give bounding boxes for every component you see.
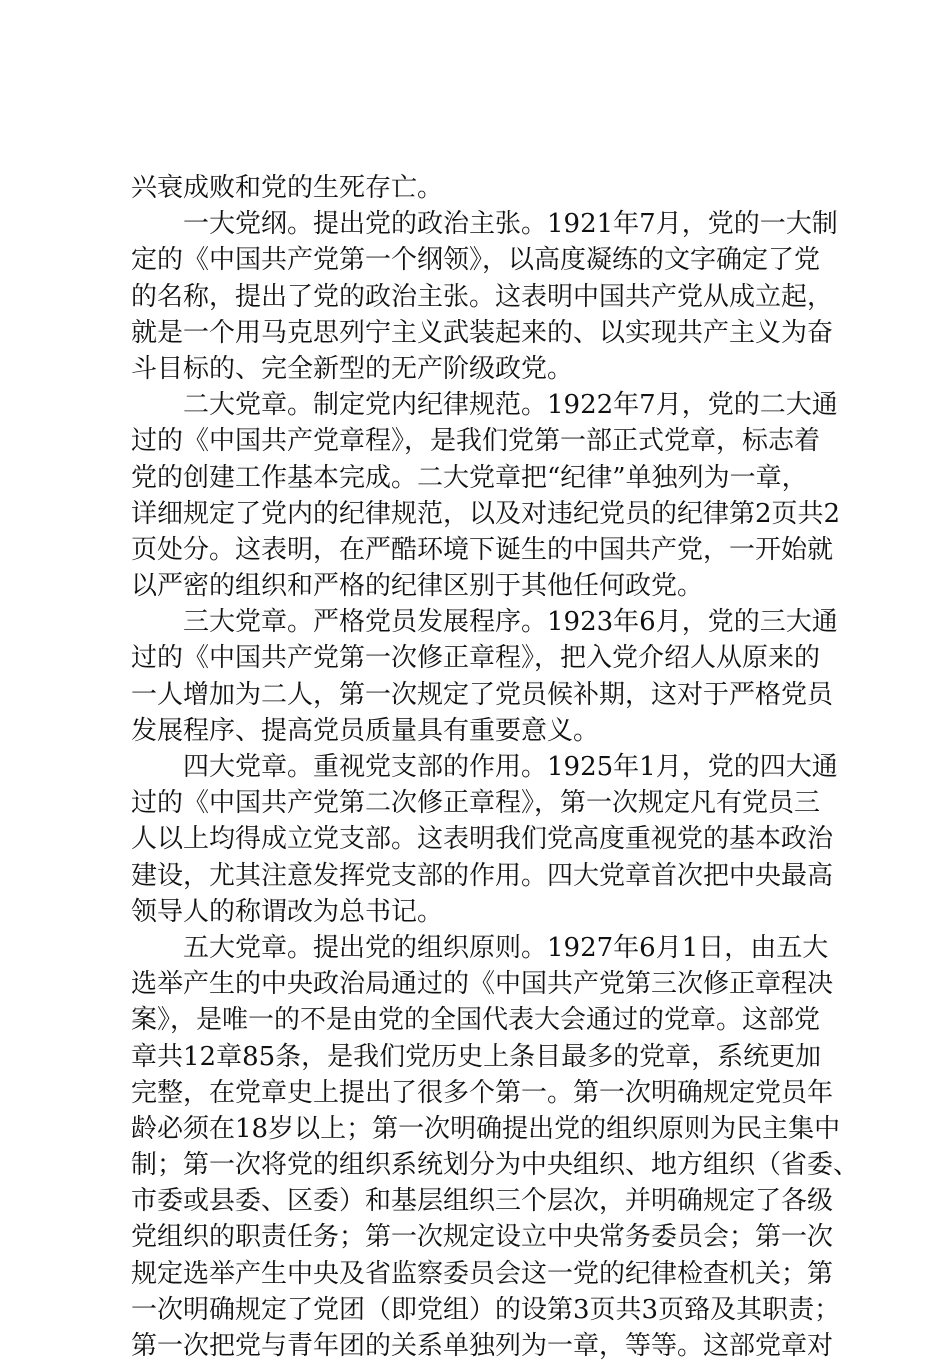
text-line: 过的《中国共产党第二次修正章程》，第一次规定凡有党员三 bbox=[131, 788, 821, 819]
text-line: 选举产生的中央政治局通过的《中国共产党第三次修正章程决 bbox=[131, 969, 834, 1000]
text-line: 第一次把党与青年团的关系单独列为一章，等等。这部党章对 bbox=[131, 1331, 834, 1361]
text-line: 就是一个用马克思列宁主义武装起来的、以实现共产主义为奋 bbox=[131, 317, 834, 348]
text-line: 党组织的职责任务；第一次规定设立中央常务委员会；第一次 bbox=[131, 1222, 834, 1253]
text-line: 兴衰成败和党的生死存亡。 bbox=[131, 173, 444, 203]
text-line: 规定选举产生中央及省监察委员会这一党的纪律检查机关；第 bbox=[131, 1258, 834, 1289]
text-line: 建设，尤其注意发挥党支部的作用。四大党章首次把中央最高 bbox=[131, 860, 834, 891]
text-line: 四大党章。重视党支部的作用。1925年1月，党的四大通 bbox=[131, 752, 838, 782]
text-line: 发展程序、提高党员质量具有重要意义。 bbox=[131, 715, 600, 746]
document-body bbox=[131, 170, 860, 1364]
text-line: 过的《中国共产党章程》，是我们党第一部正式党章，标志着 bbox=[131, 426, 821, 457]
text-line: 详细规定了党内的纪律规范，以及对违纪党员的纪律第2页共2 bbox=[131, 498, 841, 529]
text-line: 页处分。这表明，在严酷环境下诞生的中国共产党，一开始就 bbox=[131, 534, 834, 565]
text-line: 制；第一次将党的组织系统划分为中央组织、地方组织（省委、 bbox=[131, 1150, 860, 1181]
text-line: 二大党章。制定党内纪律规范。1922年7月，党的二大通 bbox=[131, 390, 838, 421]
text-line: 完整，在党章史上提出了很多个第一。第一次明确规定党员年 bbox=[131, 1077, 834, 1108]
text-line: 龄必须在18岁以上；第一次明确提出党的组织原则为民主集中 bbox=[131, 1113, 841, 1144]
text-line: 一大党纲。提出党的政治主张。1921年7月，党的一大制 bbox=[131, 209, 838, 240]
text-line: 案》，是唯一的不是由党的全国代表大会通过的党章。这部党 bbox=[131, 1005, 821, 1036]
text-line: 一人增加为二人，第一次规定了党员候补期，这对于严格党员 bbox=[131, 679, 834, 710]
text-line: 领导人的称谓改为总书记。 bbox=[131, 896, 444, 927]
text-line: 过的《中国共产党第一次修正章程》，把入党介绍人从原来的 bbox=[131, 643, 821, 674]
text-line: 三大党章。严格党员发展程序。1923年6月，党的三大通 bbox=[131, 607, 838, 638]
text-line: 党的创建工作基本完成。二大党章把“纪律”单独列为一章， bbox=[131, 462, 808, 493]
text-line: 市委或县委、区委）和基层组织三个层次，并明确规定了各级 bbox=[131, 1186, 834, 1217]
text-line: 一次明确规定了党团（即党组）的设第3页共3页臵及其职责； bbox=[131, 1294, 841, 1325]
text-line: 斗目标的、完全新型的无产阶级政党。 bbox=[131, 353, 574, 384]
text-line: 人以上均得成立党支部。这表明我们党高度重视党的基本政治 bbox=[131, 824, 834, 855]
text-line: 五大党章。提出党的组织原则。1927年6月1日，由五大 bbox=[131, 932, 829, 963]
text-line: 以严密的组织和严格的纪律区别于其他任何政党。 bbox=[131, 571, 704, 602]
text-line: 章共12章85条，是我们党历史上条目最多的党章，系统更加 bbox=[131, 1041, 822, 1072]
text-line: 定的《中国共产党第一个纲领》，以高度凝练的文字确定了党 bbox=[131, 245, 821, 276]
text-line: 的名称，提出了党的政治主张。这表明中国共产党从成立起， bbox=[131, 281, 834, 312]
